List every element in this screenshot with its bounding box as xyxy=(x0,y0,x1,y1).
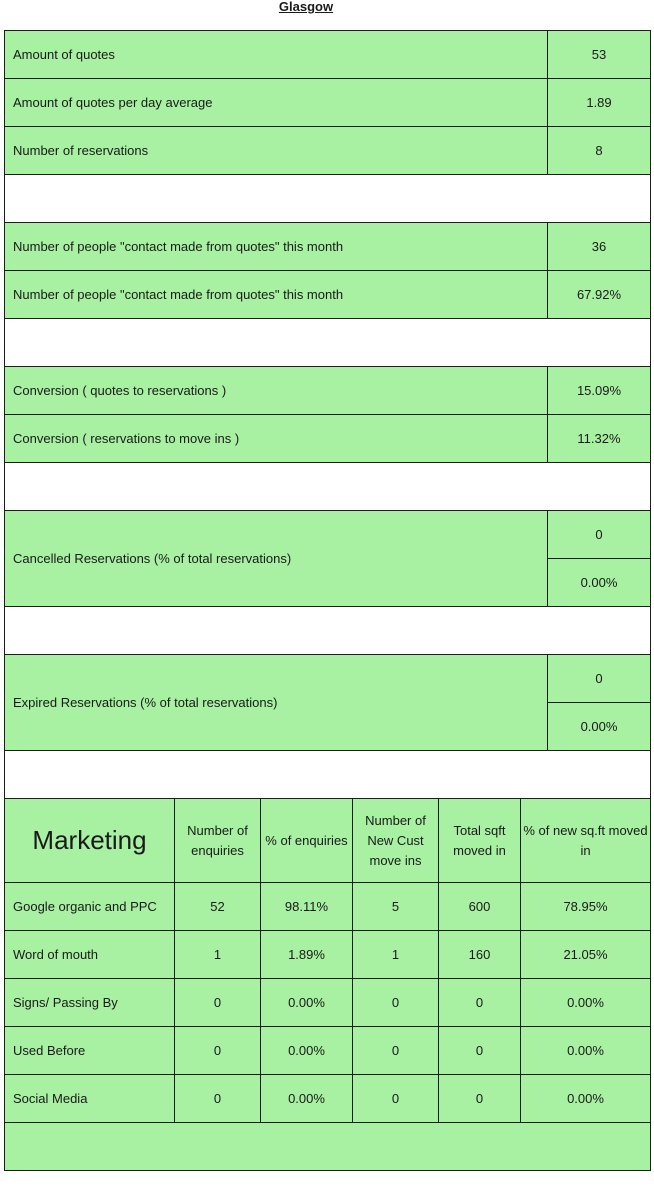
page-title: Glasgow xyxy=(278,0,334,14)
stat-label: Number of reservations xyxy=(5,127,548,175)
table-row xyxy=(5,979,651,1027)
source-cell: Signs/ Passing By xyxy=(5,979,175,1027)
table-row xyxy=(5,883,651,931)
table-row xyxy=(5,931,651,979)
spacer-row xyxy=(5,1123,651,1171)
spacer-row xyxy=(5,463,651,511)
column-header: Number of enquiries xyxy=(175,799,261,883)
stat-value: 0.00% xyxy=(548,703,651,751)
stat-row-quotes-per-day xyxy=(5,79,651,127)
sqft-cell: 0 xyxy=(439,1027,521,1075)
pct-enquiries-cell: 98.11% xyxy=(261,883,353,931)
sqft-cell: 600 xyxy=(439,883,521,931)
stat-row-cancelled xyxy=(5,511,651,559)
move-ins-cell: 1 xyxy=(353,931,439,979)
source-cell: Word of mouth xyxy=(5,931,175,979)
stat-value: 0 xyxy=(548,655,651,703)
stat-value: 11.32% xyxy=(548,415,651,463)
stat-value: 8 xyxy=(548,127,651,175)
enquiries-cell: 1 xyxy=(175,931,261,979)
pct-enquiries-cell: 0.00% xyxy=(261,979,353,1027)
spacer-row xyxy=(5,175,651,223)
move-ins-cell: 0 xyxy=(353,979,439,1027)
pct-enquiries-cell: 0.00% xyxy=(261,1075,353,1123)
pct-enquiries-cell: 0.00% xyxy=(261,1027,353,1075)
spacer-cell xyxy=(5,463,651,511)
pct-sqft-cell: 21.05% xyxy=(521,931,651,979)
sqft-cell: 0 xyxy=(439,1075,521,1123)
move-ins-cell: 0 xyxy=(353,1027,439,1075)
stat-row-conv-moveins xyxy=(5,415,651,463)
stat-row-contact-pct xyxy=(5,271,651,319)
spacer-cell xyxy=(5,319,651,367)
enquiries-cell: 0 xyxy=(175,979,261,1027)
column-header: Total sqft moved in xyxy=(439,799,521,883)
stat-label: Cancelled Reservations (% of total reservations) xyxy=(5,511,548,607)
sqft-cell: 160 xyxy=(439,931,521,979)
move-ins-cell: 5 xyxy=(353,883,439,931)
stat-value: 36 xyxy=(548,223,651,271)
pct-sqft-cell: 0.00% xyxy=(521,1027,651,1075)
stat-value: 53 xyxy=(548,31,651,79)
stat-label: Conversion ( reservations to move ins ) xyxy=(5,415,548,463)
stat-label: Amount of quotes per day average xyxy=(5,79,548,127)
stat-value: 0.00% xyxy=(548,559,651,607)
spacer-cell xyxy=(5,175,651,223)
enquiries-cell: 0 xyxy=(175,1075,261,1123)
spacer-cell xyxy=(5,607,651,655)
table-row xyxy=(5,1027,651,1075)
source-cell: Google organic and PPC xyxy=(5,883,175,931)
pct-sqft-cell: 0.00% xyxy=(521,979,651,1027)
spacer-row xyxy=(5,751,651,799)
spacer-cell xyxy=(5,1123,651,1171)
stat-row-quotes xyxy=(5,31,651,79)
source-cell: Social Media xyxy=(5,1075,175,1123)
move-ins-cell: 0 xyxy=(353,1075,439,1123)
stat-row-reservations xyxy=(5,127,651,175)
enquiries-cell: 52 xyxy=(175,883,261,931)
column-header: Number of New Cust move ins xyxy=(353,799,439,883)
pct-enquiries-cell: 1.89% xyxy=(261,931,353,979)
spacer-row xyxy=(5,319,651,367)
marketing-title: Marketing xyxy=(5,799,175,883)
pct-sqft-cell: 0.00% xyxy=(521,1075,651,1123)
stat-value: 0 xyxy=(548,511,651,559)
stat-label: Conversion ( quotes to reservations ) xyxy=(5,367,548,415)
marketing-header-row xyxy=(5,799,651,883)
source-cell: Used Before xyxy=(5,1027,175,1075)
column-header: % of enquiries xyxy=(261,799,353,883)
table-row xyxy=(5,1075,651,1123)
stat-label: Amount of quotes xyxy=(5,31,548,79)
stat-value: 67.92% xyxy=(548,271,651,319)
stats-table xyxy=(4,30,651,1171)
stat-label: Number of people "contact made from quotes" this month xyxy=(5,223,548,271)
stat-label: Expired Reservations (% of total reservations) xyxy=(5,655,548,751)
stat-row-contact-count xyxy=(5,223,651,271)
stat-value: 15.09% xyxy=(548,367,651,415)
stat-row-conv-quotes xyxy=(5,367,651,415)
sqft-cell: 0 xyxy=(439,979,521,1027)
stat-label: Number of people "contact made from quotes" this month xyxy=(5,271,548,319)
pct-sqft-cell: 78.95% xyxy=(521,883,651,931)
spacer-row xyxy=(5,607,651,655)
column-header: % of new sq.ft moved in xyxy=(521,799,651,883)
stat-value: 1.89 xyxy=(548,79,651,127)
stat-row-expired xyxy=(5,655,651,703)
enquiries-cell: 0 xyxy=(175,1027,261,1075)
spacer-cell xyxy=(5,751,651,799)
